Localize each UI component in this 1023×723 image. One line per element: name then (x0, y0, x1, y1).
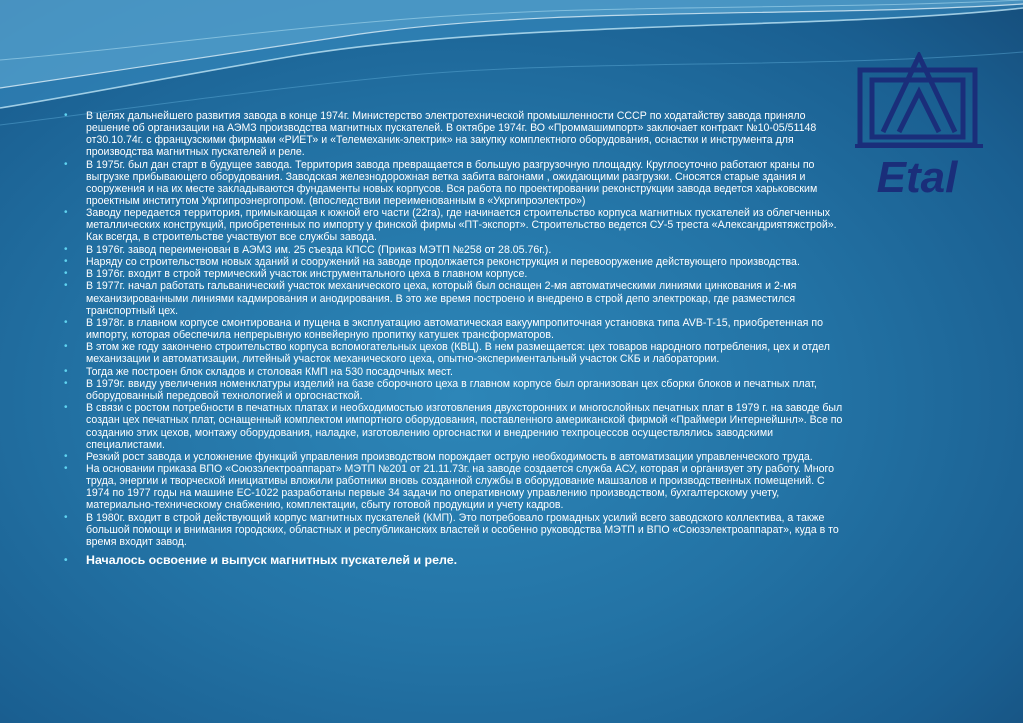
list-item (64, 366, 844, 378)
bullet-list (64, 110, 844, 567)
list-item (64, 110, 844, 158)
etal-logo-icon (855, 52, 983, 197)
list-item (64, 268, 844, 280)
list-item (64, 244, 844, 256)
final-item-text: Началось освоение и выпуск магнитных пускателей и реле. (86, 553, 458, 567)
list-item (64, 159, 844, 207)
bullet-icon: • (64, 280, 68, 292)
slide-content (64, 110, 844, 567)
list-item-text: В связи с ростом потребности в печатных платах и необходимостью изготовления двухсторонних и многослойных печатных плат в 1979 г. на заводе был создан цех печатных плат, оснащенный комплектом импортного оборудования, поставленного американской фирмой «Праймери Интернейшнл». Все по созданию этих цехов, монтажу оборудования, наладке, изготовлению оргоснастки и внедрению техпроцессов осуществлялись заводскими специалистами. (86, 402, 843, 451)
list-item-text: В этом же году закончено строительство корпуса вспомогательных цехов (КВЦ). В нем размещается: цех товаров народного потребления, цех и отдел механизации и автоматизации, литейный участок механического цеха, опытно-экспериментальный участок СКБ и лаборатории. (86, 341, 830, 366)
final-list-item (64, 553, 844, 567)
bullet-icon: • (64, 377, 68, 389)
list-item-text: На основании приказа ВПО «Союзэлектроаппарат» МЭТП №201 от 21.11.73г. на заводе создается служба АСУ, которая и организует эту работу. Много труда, энергии и творческой инициативы вложили работники вновь созданной службы в оборудование машзалов и производственных помещений. С 1974 по 1977 годы на машине ЕС-1022 разработаны первые 34 задачи по оперативному управлению производством, бухгалтерскому учету, материально-техническому снабжению, комплектации, сбыту готовой продукции и учету кадров. (86, 463, 834, 512)
list-item-text: В 1976г. входит в строй термический участок инструментального цеха в главном корпусе. (86, 268, 528, 281)
list-item (64, 512, 844, 548)
bullet-icon: • (64, 158, 68, 170)
bullet-icon: • (64, 207, 68, 219)
list-item-text: Тогда же построен блок складов и столовая КМП на 530 посадочных мест. (86, 365, 453, 378)
list-item-text: В 1978г. в главном корпусе смонтирована и пущена в эксплуатацию автоматическая вакуумпропиточная установка типа AVB-T-15, приобретенная по импорту, которая обеспечила непрерывную конвейерную пропитку катушек трансформаторов. (86, 316, 823, 341)
bullet-icon: • (64, 268, 68, 280)
logo-text: Etal (876, 153, 958, 197)
list-item (64, 451, 844, 463)
list-item (64, 378, 844, 402)
list-item-text: В 1975г. был дан старт в будущее завода. Территория завода превращается в большую разгрузочную площадку. Круглосуточно работают краны по выгрузке прибывающего оборудования. Заводская железнодорожная ветка забита вагонами , ожидающими разгрузки. Сносятся старые здания и сооружения и на их месте закладываются фундаменты новых корпусов. Вся работа по проектировании реконструкции завода ведется харьковским проектным институтом Укргипроэнергопром. (впоследствии переименованным в «Укргипроэлектро») (86, 158, 818, 207)
list-item-text: Наряду со строительством новых зданий и сооружений на заводе продолжается реконструкция и перевооружение действующего производства. (86, 255, 800, 268)
list-item-text: В 1980г. входит в строй действующий корпус магнитных пускателей (КМП). Это потребовало громадных усилий всего заводского коллектива, а также большой помощи и внимания городских, областных и республиканских властей и особенно руководства МЭТП и ВПО «Союзэлектроаппарат», куда в то время входит завод. (86, 511, 839, 548)
bullet-icon: • (64, 511, 68, 523)
list-item-text: Заводу передается территория, примыкающая к южной его части (22га), где начинается строительство корпуса магнитных пускателей из облегченных металлических конструкций, приобретенных по импорту у финской фирмы «ПТ-экспорт». Строительство ведется СУ-5 треста «Александриятяжстрой». Как всегда, в строительстве участвуют все службы завода. (86, 207, 837, 244)
list-item (64, 256, 844, 268)
list-item-text: В 1976г. завод переименован в АЭМЗ им. 25 съезда КПСС (Приказ МЭТП №258 от 28.05.76г.). (86, 243, 552, 256)
bullet-icon: • (64, 402, 68, 414)
list-item (64, 341, 844, 365)
bullet-icon: • (64, 555, 68, 566)
list-item-text: В 1977г. начал работать гальванический участок механического цеха, который был оснащен 2-мя автоматическими линиями цинкования и 2-мя механизированными линиями кадмирования и анодирования. В это же время построено и внедрено в строй депо электрокар, где разместился транспортный цех. (86, 280, 797, 317)
bullet-icon: • (64, 316, 68, 328)
bullet-icon: • (64, 365, 68, 377)
bullet-icon: • (64, 341, 68, 353)
list-item (64, 207, 844, 243)
bullet-icon: • (64, 255, 68, 267)
list-item (64, 402, 844, 450)
list-item-text: В целях дальнейшего развития завода в конце 1974г. Министерство электротехнической промышленности СССР по ходатайству завода приняло решение об организации на АЭМЗ производства магнитных пускателей. В октябре 1974г. ВО «Проммашимпорт» заключает контракт №10-05/51148 от30.10.74г. с французскими фирмами «РИЕТ» и «Телемеханик-электрик» на закупку комплектного оборудования, оснастки и инструмента для производства магнитных пускателей и реле. (86, 110, 817, 159)
list-item-text: Резкий рост завода и усложнение функций управления производством порождает острую необходимость в автоматизации управленческого труда. (86, 450, 813, 463)
list-item-text: В 1979г. ввиду увеличения номенклатуры изделий на базе сборочного цеха в главном корпусе был организован цех сборки блоков и печатных плат, оборудованный передовой технологией и оргоснасткой. (86, 377, 817, 403)
bullet-icon: • (64, 243, 68, 255)
list-item (64, 280, 844, 316)
bullet-icon: • (64, 463, 68, 475)
list-item (64, 317, 844, 341)
bullet-icon: • (64, 450, 68, 462)
list-item (64, 463, 844, 511)
bullet-icon: • (64, 110, 68, 121)
